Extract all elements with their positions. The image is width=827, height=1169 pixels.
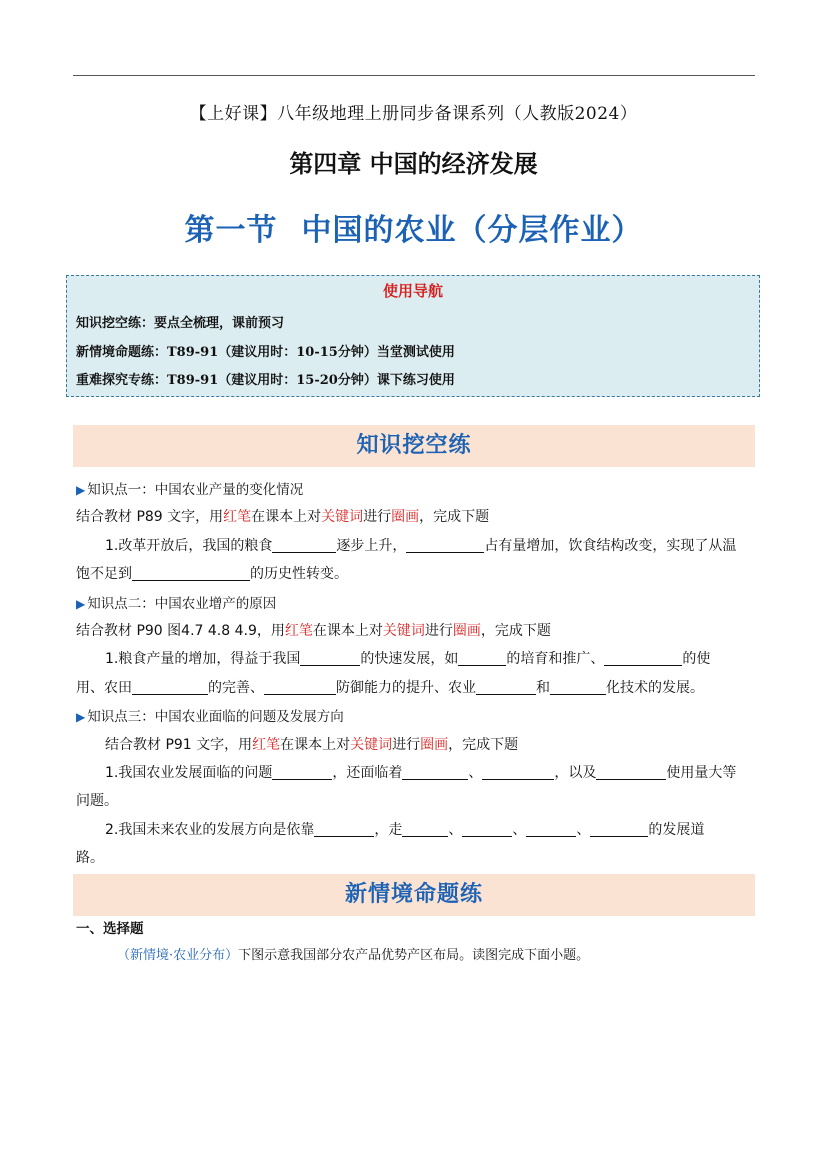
section-band-new-context: 新情境命题练 bbox=[73, 874, 755, 916]
fill-question: 1.改革开放后，我国的粮食 逐步上升， 占有量增加，饮食结构改变，实现了从温 bbox=[105, 538, 737, 554]
usage-guide-line: 知识挖空练：要点全梳理，课前预习 bbox=[76, 316, 285, 331]
section-name: 中国的农业（分层作业） bbox=[301, 213, 643, 248]
answer-blank[interactable] bbox=[482, 765, 554, 780]
context-tag: （新情境·农业分布） bbox=[117, 948, 239, 963]
fill-question: 2.我国未来农业的发展方向是依靠 ，走 、 、 、 的发展道 bbox=[105, 822, 705, 838]
answer-blank[interactable] bbox=[406, 538, 484, 553]
question-intro: （新情境·农业分布）下图示意我国部分农产品优势产区布局。读图完成下面小题。 bbox=[117, 948, 590, 963]
fill-question-cont: 路。 bbox=[76, 850, 104, 866]
answer-blank[interactable] bbox=[596, 765, 666, 780]
knowledge-point-2: ▶ 知识点二：中国农业增产的原因 bbox=[76, 596, 277, 612]
section-number: 第一节 bbox=[184, 213, 278, 248]
triangle-icon: ▶ bbox=[76, 597, 86, 611]
section-band-knowledge: 知识挖空练 bbox=[73, 425, 755, 467]
answer-blank[interactable] bbox=[402, 765, 468, 780]
fill-question: 1.粮食产量的增加，得益于我国 的快速发展，如 的培育和推广、 的使 bbox=[105, 651, 711, 667]
usage-guide-line: 重难探究专练：T89-91（建议用时：15-20分钟）课下练习使用 bbox=[76, 373, 455, 388]
answer-blank[interactable] bbox=[402, 822, 448, 837]
triangle-icon: ▶ bbox=[76, 710, 86, 724]
answer-blank[interactable] bbox=[550, 680, 606, 695]
answer-blank[interactable] bbox=[132, 566, 250, 581]
series-title: 【上好课】八年级地理上册同步备课系列（人教版2024） bbox=[189, 104, 638, 124]
usage-guide-box bbox=[66, 275, 760, 397]
answer-blank[interactable] bbox=[476, 680, 536, 695]
top-rule bbox=[73, 75, 755, 76]
answer-blank[interactable] bbox=[300, 651, 360, 666]
textbook-reference: 结合教材 P89 文字，用红笔在课本上对关键词进行圈画，完成下题 bbox=[76, 509, 490, 525]
fill-question: 1.我国农业发展面临的问题 ，还面临着 、 ，以及 使用量大等 bbox=[105, 765, 737, 781]
knowledge-point-3: ▶ 知识点三：中国农业面临的问题及发展方向 bbox=[76, 709, 344, 725]
triangle-icon: ▶ bbox=[76, 483, 86, 497]
answer-blank[interactable] bbox=[272, 538, 336, 553]
answer-blank[interactable] bbox=[132, 680, 208, 695]
answer-blank[interactable] bbox=[458, 651, 506, 666]
answer-blank[interactable] bbox=[604, 651, 682, 666]
answer-blank[interactable] bbox=[314, 822, 374, 837]
section-title bbox=[0, 205, 827, 249]
answer-blank[interactable] bbox=[526, 822, 576, 837]
fill-question-cont: 饱不足到 的历史性转变。 bbox=[76, 566, 348, 582]
fill-question-cont: 用、农田 的完善、 防御能力的提升、农业 和 化技术的发展。 bbox=[76, 680, 704, 696]
question-section-heading: 一、选择题 bbox=[76, 921, 144, 937]
chapter-title: 第四章 中国的经济发展 bbox=[289, 150, 538, 178]
usage-guide-title: 使用导航 bbox=[382, 282, 443, 300]
usage-guide-line: 新情境命题练：T89-91（建议用时：10-15分钟）当堂测试使用 bbox=[76, 345, 455, 360]
answer-blank[interactable] bbox=[264, 680, 336, 695]
answer-blank[interactable] bbox=[462, 822, 512, 837]
answer-blank[interactable] bbox=[590, 822, 648, 837]
textbook-reference: 结合教材 P91 文字，用红笔在课本上对关键词进行圈画，完成下题 bbox=[105, 737, 519, 753]
textbook-reference: 结合教材 P90 图4.7 4.8 4.9，用红笔在课本上对关键词进行圈画，完成下题 bbox=[76, 623, 551, 639]
answer-blank[interactable] bbox=[272, 765, 332, 780]
fill-question-cont: 问题。 bbox=[76, 793, 118, 809]
knowledge-point-1: ▶ 知识点一：中国农业产量的变化情况 bbox=[76, 482, 304, 498]
